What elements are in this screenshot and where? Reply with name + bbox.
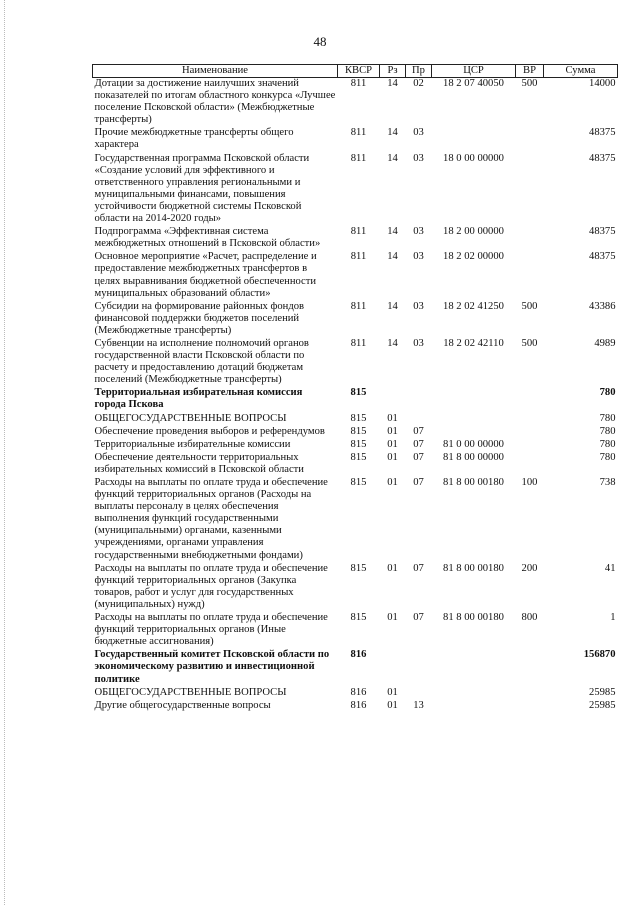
cell-name: Территориальные избирательные комиссии bbox=[94, 438, 291, 450]
cell-name: ОБЩЕГОСУДАРСТВЕННЫЕ ВОПРОСЫ bbox=[94, 412, 287, 424]
cell-rz: 14 bbox=[387, 78, 398, 89]
page-edge bbox=[4, 0, 5, 905]
cell-kvsr: 811 bbox=[350, 152, 367, 164]
cell-kvsr: 811 bbox=[350, 337, 367, 349]
cell-name: Субвенции на исполнение полномочий органов государственной власти Псковской области по расчету и предоставлению дотаций бюджетам поселений (Межбюджетные трансферты) bbox=[94, 337, 309, 386]
cell-csr bbox=[432, 127, 516, 152]
cell-pr: 03 bbox=[413, 251, 424, 263]
table-row bbox=[93, 612, 618, 649]
cell-rz: 14 bbox=[387, 226, 398, 238]
header-pr: Пр bbox=[406, 65, 432, 78]
cell-name: Подпрограмма «Эффективная система межбюджетных отношений в Псковской области» bbox=[94, 226, 321, 250]
cell-sum: 1 bbox=[610, 612, 616, 624]
cell-rz: 14 bbox=[387, 152, 398, 164]
cell-rz: 01 bbox=[387, 477, 398, 488]
cell-sum: 25985 bbox=[589, 686, 616, 698]
cell-csr: 81 0 00 00000 bbox=[443, 438, 504, 450]
cell-kvsr: 816 bbox=[350, 686, 367, 698]
cell-kvsr: 811 bbox=[350, 226, 367, 238]
cell-csr: 18 2 00 00000 bbox=[443, 226, 504, 238]
cell-kvsr: 815 bbox=[350, 477, 367, 488]
cell-pr bbox=[406, 649, 432, 686]
cell-pr bbox=[406, 413, 432, 426]
cell-name: Государственный комитет Псковской области по экономическому развитию и инвестиционной политике bbox=[94, 649, 330, 685]
cell-name: Основное мероприятие «Расчет, распределение и предоставление межбюджетных трансфертов в целях выравнивания бюджетной обеспеченности муниципальных образований области» bbox=[94, 251, 317, 299]
cell-csr: 18 0 00 00000 bbox=[443, 152, 504, 164]
cell-kvsr: 816 bbox=[350, 699, 367, 711]
cell-pr: 03 bbox=[413, 226, 424, 238]
cell-rz: 14 bbox=[387, 127, 398, 139]
cell-kvsr: 815 bbox=[350, 387, 367, 399]
cell-rz bbox=[380, 387, 406, 412]
table-row bbox=[93, 477, 618, 563]
cell-sum: 48375 bbox=[589, 251, 616, 263]
cell-vr: 500 bbox=[521, 300, 538, 312]
table-row bbox=[93, 338, 618, 387]
cell-kvsr: 811 bbox=[350, 251, 367, 263]
cell-pr: 13 bbox=[413, 699, 424, 711]
cell-csr: 81 8 00 00180 bbox=[443, 612, 504, 624]
cell-rz: 14 bbox=[387, 251, 398, 263]
cell-sum: 41 bbox=[604, 562, 616, 574]
cell-name: Расходы на выплаты по оплате труда и обеспечение функций территориальных органов (Иные бюджетные ассигнования) bbox=[94, 612, 328, 648]
cell-sum: 780 bbox=[599, 438, 616, 450]
cell-sum: 43386 bbox=[589, 300, 616, 312]
cell-name: Территориальная избирательная комиссия города Пскова bbox=[94, 387, 303, 411]
cell-sum: 48375 bbox=[589, 127, 616, 139]
header-vr: ВР bbox=[516, 65, 544, 78]
cell-sum: 780 bbox=[599, 425, 616, 437]
cell-csr: 81 8 00 00180 bbox=[443, 562, 504, 574]
cell-csr bbox=[432, 649, 516, 686]
cell-rz: 01 bbox=[387, 451, 398, 463]
cell-vr bbox=[516, 413, 544, 426]
cell-name: Государственная программа Псковской области «Создание условий для эффективного и ответственного управления региональными и муниципальными финансами, повышения устойчивости бюджетной системы Псковской области на 2014-2020 годы» bbox=[94, 152, 310, 225]
table-header-row bbox=[93, 65, 618, 78]
cell-vr: 100 bbox=[521, 477, 538, 488]
budget-table bbox=[92, 64, 618, 713]
cell-vr bbox=[516, 387, 544, 412]
cell-kvsr: 815 bbox=[350, 438, 367, 450]
table-row bbox=[93, 649, 618, 686]
cell-name: Прочие межбюджетные трансферты общего характера bbox=[94, 127, 294, 151]
cell-vr bbox=[516, 426, 544, 439]
cell-rz: 01 bbox=[387, 686, 398, 698]
cell-pr: 03 bbox=[413, 152, 424, 164]
cell-pr: 07 bbox=[413, 425, 424, 437]
table-row bbox=[93, 153, 618, 227]
cell-pr: 02 bbox=[413, 78, 424, 89]
table-row bbox=[93, 301, 618, 338]
cell-pr: 07 bbox=[413, 477, 424, 488]
cell-csr: 18 2 02 41250 bbox=[443, 300, 504, 312]
cell-name: Другие общегосударственные вопросы bbox=[94, 699, 271, 711]
cell-csr: 18 2 07 40050 bbox=[443, 78, 504, 89]
cell-pr: 07 bbox=[413, 438, 424, 450]
page-number: 48 bbox=[313, 34, 327, 49]
cell-pr: 03 bbox=[413, 300, 424, 312]
header-kvsr: КВСР bbox=[338, 65, 380, 78]
header-sum: Сумма bbox=[544, 65, 618, 78]
table-row bbox=[93, 226, 618, 251]
cell-rz bbox=[380, 649, 406, 686]
cell-pr: 03 bbox=[413, 127, 424, 139]
cell-pr: 07 bbox=[413, 562, 424, 574]
cell-kvsr: 816 bbox=[350, 649, 367, 661]
cell-vr bbox=[516, 700, 544, 713]
cell-sum: 738 bbox=[599, 477, 616, 488]
table-row bbox=[93, 78, 618, 128]
table-row bbox=[93, 452, 618, 477]
cell-pr: 07 bbox=[413, 612, 424, 624]
table-row bbox=[93, 251, 618, 300]
cell-vr bbox=[516, 439, 544, 452]
cell-rz: 01 bbox=[387, 425, 398, 437]
cell-vr: 200 bbox=[521, 562, 538, 574]
cell-rz: 01 bbox=[387, 438, 398, 450]
cell-rz: 01 bbox=[387, 562, 398, 574]
table-row bbox=[93, 563, 618, 612]
cell-vr bbox=[516, 251, 544, 300]
cell-vr bbox=[516, 153, 544, 227]
cell-csr bbox=[432, 700, 516, 713]
cell-kvsr: 811 bbox=[350, 78, 367, 89]
cell-kvsr: 815 bbox=[350, 412, 367, 424]
cell-vr: 500 bbox=[521, 337, 538, 349]
table-row bbox=[93, 413, 618, 426]
cell-sum: 14000 bbox=[589, 78, 616, 89]
cell-vr bbox=[516, 226, 544, 251]
cell-pr bbox=[406, 687, 432, 700]
cell-vr bbox=[516, 649, 544, 686]
cell-vr bbox=[516, 452, 544, 477]
cell-sum: 4989 bbox=[594, 337, 616, 349]
cell-name: Обеспечение деятельности территориальных избирательных комиссий в Псковской области bbox=[94, 451, 304, 475]
cell-vr: 800 bbox=[521, 612, 538, 624]
cell-csr bbox=[432, 687, 516, 700]
cell-kvsr: 815 bbox=[350, 425, 367, 437]
cell-sum: 25985 bbox=[589, 699, 616, 711]
cell-csr: 81 8 00 00000 bbox=[443, 451, 504, 463]
cell-rz: 01 bbox=[387, 612, 398, 624]
cell-csr: 18 2 02 00000 bbox=[443, 251, 504, 263]
cell-rz: 14 bbox=[387, 300, 398, 312]
table-row bbox=[93, 426, 618, 439]
cell-name: Расходы на выплаты по оплате труда и обеспечение функций территориальных органов (Расходы на выплаты персоналу в целях обеспечения выполнения функций государственными (муниципальными) органами, казенными учреждениями, органами управления государственными внебюджетными фондами) bbox=[94, 477, 328, 561]
cell-name: Дотации за достижение наилучших значений показателей по итогам областного конкурса «Лучшее поселение Псковской области» (Межбюджетные трансферты) bbox=[94, 78, 336, 126]
cell-sum: 48375 bbox=[589, 226, 616, 238]
cell-kvsr: 815 bbox=[350, 562, 367, 574]
table-row bbox=[93, 439, 618, 452]
cell-csr bbox=[432, 387, 516, 412]
cell-csr: 81 8 00 00180 bbox=[443, 477, 504, 488]
cell-rz: 01 bbox=[387, 699, 398, 711]
header-name: Наименование bbox=[93, 65, 338, 78]
cell-vr: 500 bbox=[521, 78, 538, 89]
cell-kvsr: 815 bbox=[350, 612, 367, 624]
cell-name: Субсидии на формирование районных фондов финансовой поддержки бюджетов поселений (Межбюджетные трансферты) bbox=[94, 300, 305, 336]
cell-csr bbox=[432, 426, 516, 439]
cell-vr bbox=[516, 687, 544, 700]
cell-kvsr: 811 bbox=[350, 127, 367, 139]
table-row bbox=[93, 687, 618, 700]
cell-pr: 07 bbox=[413, 451, 424, 463]
cell-pr: 03 bbox=[413, 337, 424, 349]
table-row bbox=[93, 700, 618, 713]
cell-sum: 780 bbox=[599, 451, 616, 463]
cell-name: Обеспечение проведения выборов и референдумов bbox=[94, 425, 325, 437]
cell-kvsr: 811 bbox=[350, 300, 367, 312]
cell-sum: 780 bbox=[599, 387, 616, 399]
header-csr: ЦСР bbox=[432, 65, 516, 78]
cell-sum: 780 bbox=[599, 412, 616, 424]
cell-name: ОБЩЕГОСУДАРСТВЕННЫЕ ВОПРОСЫ bbox=[94, 686, 287, 698]
cell-csr: 18 2 02 42110 bbox=[443, 337, 504, 349]
table-row bbox=[93, 387, 618, 412]
cell-rz: 01 bbox=[387, 412, 398, 424]
header-rz: Рз bbox=[380, 65, 406, 78]
cell-kvsr: 815 bbox=[350, 451, 367, 463]
cell-name: Расходы на выплаты по оплате труда и обеспечение функций территориальных органов (Закупка товаров, работ и услуг для государственных (муниципальных) нужд) bbox=[94, 562, 328, 610]
table-row bbox=[93, 127, 618, 152]
cell-vr bbox=[516, 127, 544, 152]
cell-pr bbox=[406, 387, 432, 412]
cell-rz: 14 bbox=[387, 337, 398, 349]
cell-csr bbox=[432, 413, 516, 426]
cell-sum: 48375 bbox=[589, 152, 616, 164]
cell-sum: 156870 bbox=[583, 649, 616, 661]
